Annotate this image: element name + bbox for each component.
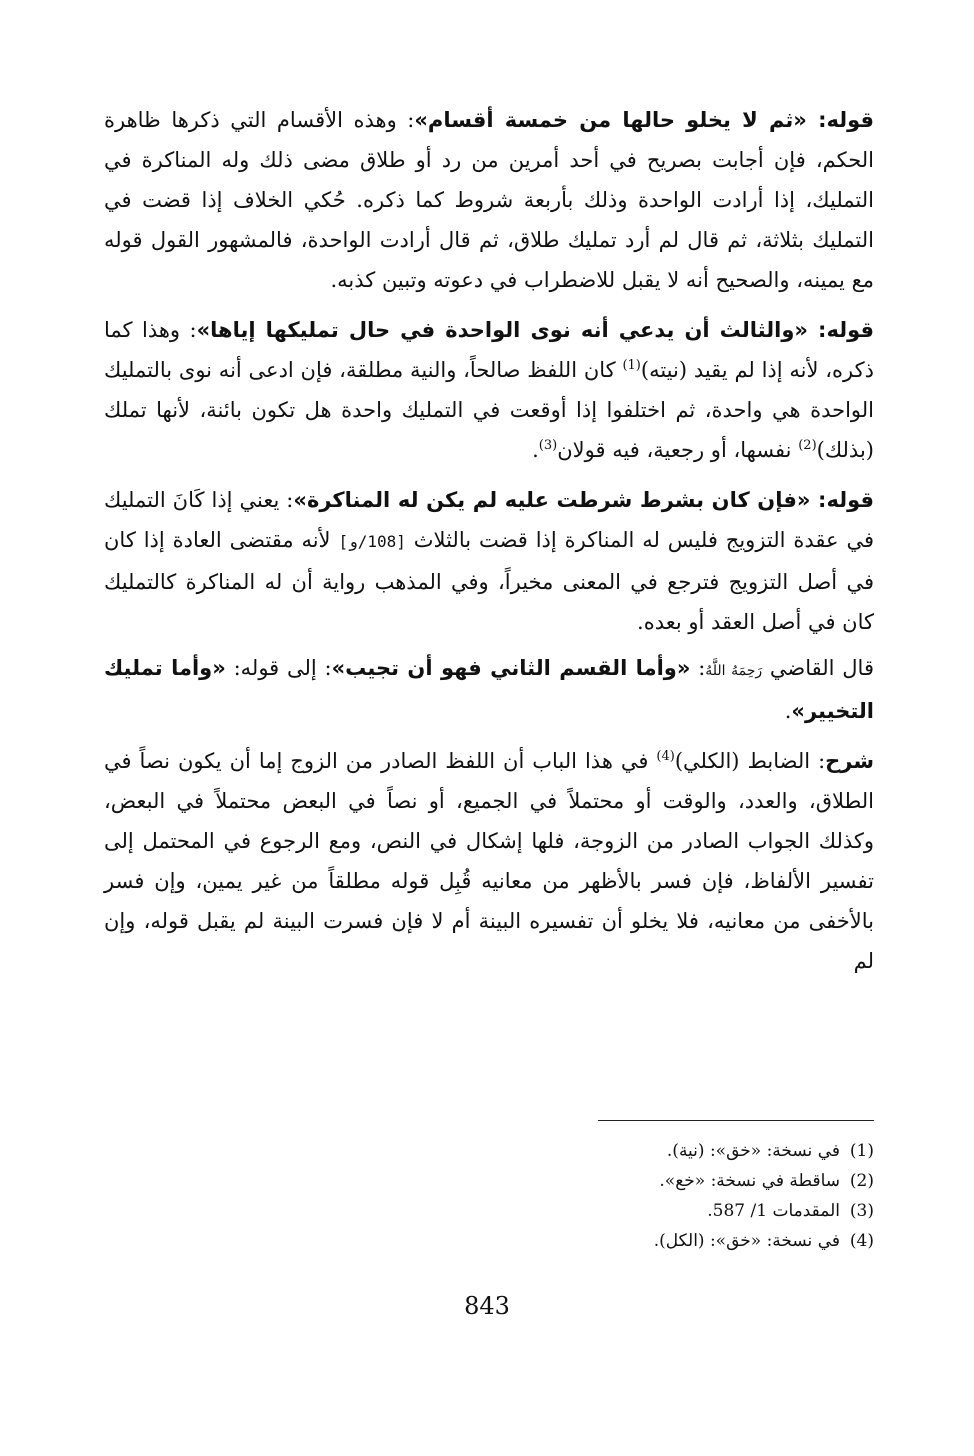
footnote-item [104, 1166, 874, 1196]
manuscript-folio-marker: [108/و] [338, 532, 406, 551]
footnote-ref-3[interactable]: (3) [538, 438, 558, 453]
footnote-number: (3) [849, 1201, 874, 1221]
lead-term: شرح [825, 749, 874, 773]
commentary-text: . [532, 438, 539, 462]
commentary-text: . [784, 699, 792, 723]
commentary-text: : يعني إذا كَانَ التمليك في عقدة التزويج فليس له المناكرة إذا قضت بالثلاث [104, 488, 874, 552]
lead-term: قال القاضي [762, 656, 874, 680]
paragraph-3 [104, 480, 874, 642]
commentary-text: : [690, 656, 706, 680]
quoted-matn: «وأما تمليك التخيير» [104, 656, 874, 723]
footnote-ref-1[interactable]: (1) [622, 358, 641, 373]
footnote-item [104, 1196, 874, 1226]
quoted-matn: «فإن كان بشرط شرطت عليه لم يكن له المناكرة» [293, 488, 811, 512]
commentary-text: كان اللفظ صالحاً، والنية مطلقة، فإن ادعى أنه نوى بالتمليك الواحدة هي واحدة، ثم اختلفوا إذا أوقعت في التمليك واحدة هل تكون بائنة، لأنها تملك (بذلك) [104, 358, 874, 462]
footnote-text: ساقطة في نسخة: «خع». [659, 1171, 840, 1191]
footnote-text: المقدمات 1/ 587. [707, 1201, 840, 1221]
page-number: 843 [464, 1292, 510, 1320]
main-text [104, 100, 874, 987]
footnote-text: في نسخة: «خق»: (الكل). [653, 1231, 840, 1251]
footnote-number: (1) [849, 1141, 874, 1161]
commentary-text: لأنه مقتضى العادة إذا كان في أصل التزويج فترجع في المعنى مخيراً، وفي المذهب رواية أن له المناكرة كالتمليك كان في أصل العقد أو بعده. [104, 528, 874, 634]
lead-term: قوله: [807, 318, 874, 342]
footnote-item [104, 1226, 874, 1256]
honorific-glyph: رَحِمَهُ اللَّهُ [705, 663, 763, 679]
commentary-text: في هذا الباب أن اللفظ الصادر من الزوج إما أن يكون نصاً في الطلاق، والعدد، والوقت أو محتملاً في الجميع، أو نصاً في البعض محتملاً في البعض، وكذلك الجواب الصادر من الزوجة، فلها إشكال في النص، ومع الرجوع في المحتمل إلى تفسير الألفاظ، فإن فسر بالأظهر من معانيه قُبِل قوله مطلقاً من غير يمين، وإن فسر بالأخفى من معانيه، فلا يخلو أن تفسيره البينة أم لا فإن فسرت البينة لم يقبل قوله، وإن لم [104, 749, 875, 973]
lead-term: قوله: [810, 488, 874, 512]
commentary-text: : الضابط (الكلي) [674, 749, 826, 773]
paragraph-1 [104, 100, 874, 300]
footnote-separator [598, 1120, 874, 1121]
footnote-ref-2[interactable]: (2) [798, 438, 817, 453]
paragraph-5 [104, 741, 874, 981]
paragraph-2 [104, 310, 874, 470]
commentary-text: نفسها، أو رجعية، فيه قولان [557, 438, 799, 462]
footnote-text: في نسخة: «خق»: (نية). [666, 1141, 840, 1161]
footnote-ref-4[interactable]: (4) [656, 749, 675, 764]
lead-term: قوله: [806, 108, 875, 132]
footnotes [104, 1136, 874, 1256]
commentary-text: : وهذه الأقسام التي ذكرها ظاهرة الحكم، فإن أجابت بصريح في أحد أمرين من رد أو طلاق مضى ذلك وله المناكرة في التمليك، إذا أرادت الواحدة وذلك بأربعة شروط كما ذكره. حُكي الخلاف إذا قضت في التمليك بثلاثة، ثم قال لم أرد تمليك طلاق، ثم قال أرادت الواحدة، فالمشهور القول قوله مع يمينه، والصحيح أنه لا يقبل للاضطراب في دعوته وتبين كذبه. [104, 108, 874, 292]
quoted-matn: «ثم لا يخلو حالها من خمسة أقسام» [414, 108, 807, 132]
footnote-item [104, 1136, 874, 1166]
commentary-text: : وهذا كما ذكره، لأنه إذا لم يقيد (نيته) [104, 318, 874, 382]
footnote-number: (4) [849, 1231, 874, 1251]
commentary-text: : إلى قوله: [225, 656, 332, 680]
quoted-matn: «وأما القسم الثاني فهو أن تجيب» [331, 656, 691, 680]
footnote-number: (2) [849, 1171, 874, 1191]
paragraph-4 [104, 648, 874, 731]
quoted-matn: «والثالث أن يدعي أنه نوى الواحدة في حال تمليكها إياها» [196, 318, 808, 342]
